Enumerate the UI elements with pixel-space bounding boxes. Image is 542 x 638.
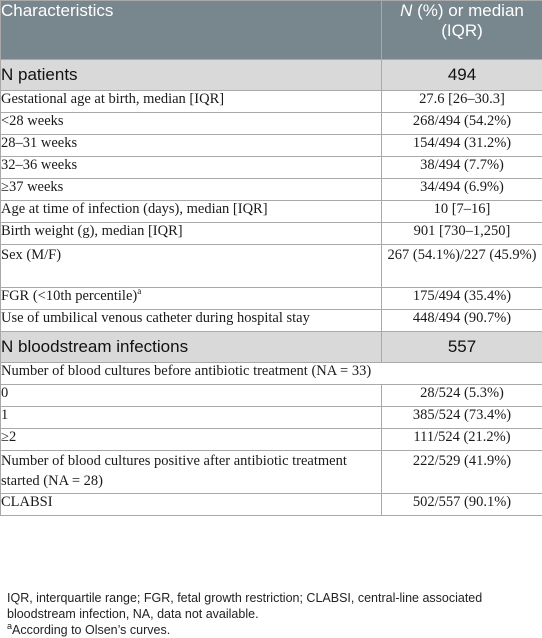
footnote-marker: a [137,286,141,296]
row-value: 222/529 (41.9%) [382,451,542,494]
table-row [1,385,542,407]
row-label: Number of blood cultures positive after antibiotic treatment started (NA = 28) [1,451,382,494]
table-row [1,288,542,310]
table-row [1,179,542,201]
section-label: N patients [1,60,382,91]
row-value: 28/524 (5.3%) [382,385,542,407]
row-value: 448/494 (90.7%) [382,310,542,332]
header-value-label: (%) or median (IQR) [412,1,523,40]
row-value: 901 [730–1,250] [382,223,542,245]
row-label: <28 weeks [1,113,382,135]
header-value [382,1,542,60]
section-row-patients [1,60,542,91]
table-row [1,201,542,223]
table-row [1,451,542,494]
row-value: 111/524 (21.2%) [382,429,542,451]
row-label: Sex (M/F) [1,245,382,288]
row-label: 1 [1,407,382,429]
footnote-a [7,622,537,638]
row-label-text: FGR (<10th percentile) [1,288,137,304]
row-label: CLABSI [1,494,382,516]
header-characteristics: Characteristics [1,1,382,60]
section-row-bloodstream-infections [1,332,542,363]
row-label: 28–31 weeks [1,135,382,157]
row-value: 502/557 (90.1%) [382,494,542,516]
row-value: 34/494 (6.9%) [382,179,542,201]
row-label: 32–36 weeks [1,157,382,179]
row-label: Birth weight (g), median [IQR] [1,223,382,245]
row-value: 385/524 (73.4%) [382,407,542,429]
table-row [1,310,542,332]
table-row [1,113,542,135]
table-row [1,157,542,179]
table-header-row [1,1,542,60]
row-label: Age at time of infection (days), median [IQR] [1,201,382,223]
footnote-abbreviations: IQR, interquartile range; FGR, fetal growth restriction; CLABSI, central-line associated bloodstream infection, NA, data not available. [7,590,537,622]
table-row [1,91,542,113]
row-label: ≥37 weeks [1,179,382,201]
table-row [1,223,542,245]
row-value: 268/494 (54.2%) [382,113,542,135]
table-row [1,429,542,451]
section-value: 494 [382,60,542,91]
table-row [1,245,542,288]
row-label: Gestational age at birth, median [IQR] [1,91,382,113]
row-value: 267 (54.1%)/227 (45.9%) [382,245,542,288]
row-value: 10 [7–16] [382,201,542,223]
footnote-a-text: According to Olsen’s curves. [12,623,170,637]
row-label: 0 [1,385,382,407]
section-label: N bloodstream infections [1,332,382,363]
row-label: Number of blood cultures before antibiotic treatment (NA = 33) [1,363,542,385]
table-row [1,407,542,429]
row-label: ≥2 [1,429,382,451]
header-n: N [400,1,412,20]
row-value: 154/494 (31.2%) [382,135,542,157]
row-value: 27.6 [26–30.3] [382,91,542,113]
row-label: Use of umbilical venous catheter during hospital stay [1,310,382,332]
table-row [1,135,542,157]
section-value: 557 [382,332,542,363]
row-value: 38/494 (7.7%) [382,157,542,179]
table-footnotes [7,590,537,638]
table-row-full [1,363,542,385]
footnote-a-marker: a [7,621,12,631]
row-label [1,288,382,310]
table-row [1,494,542,516]
row-value: 175/494 (35.4%) [382,288,542,310]
